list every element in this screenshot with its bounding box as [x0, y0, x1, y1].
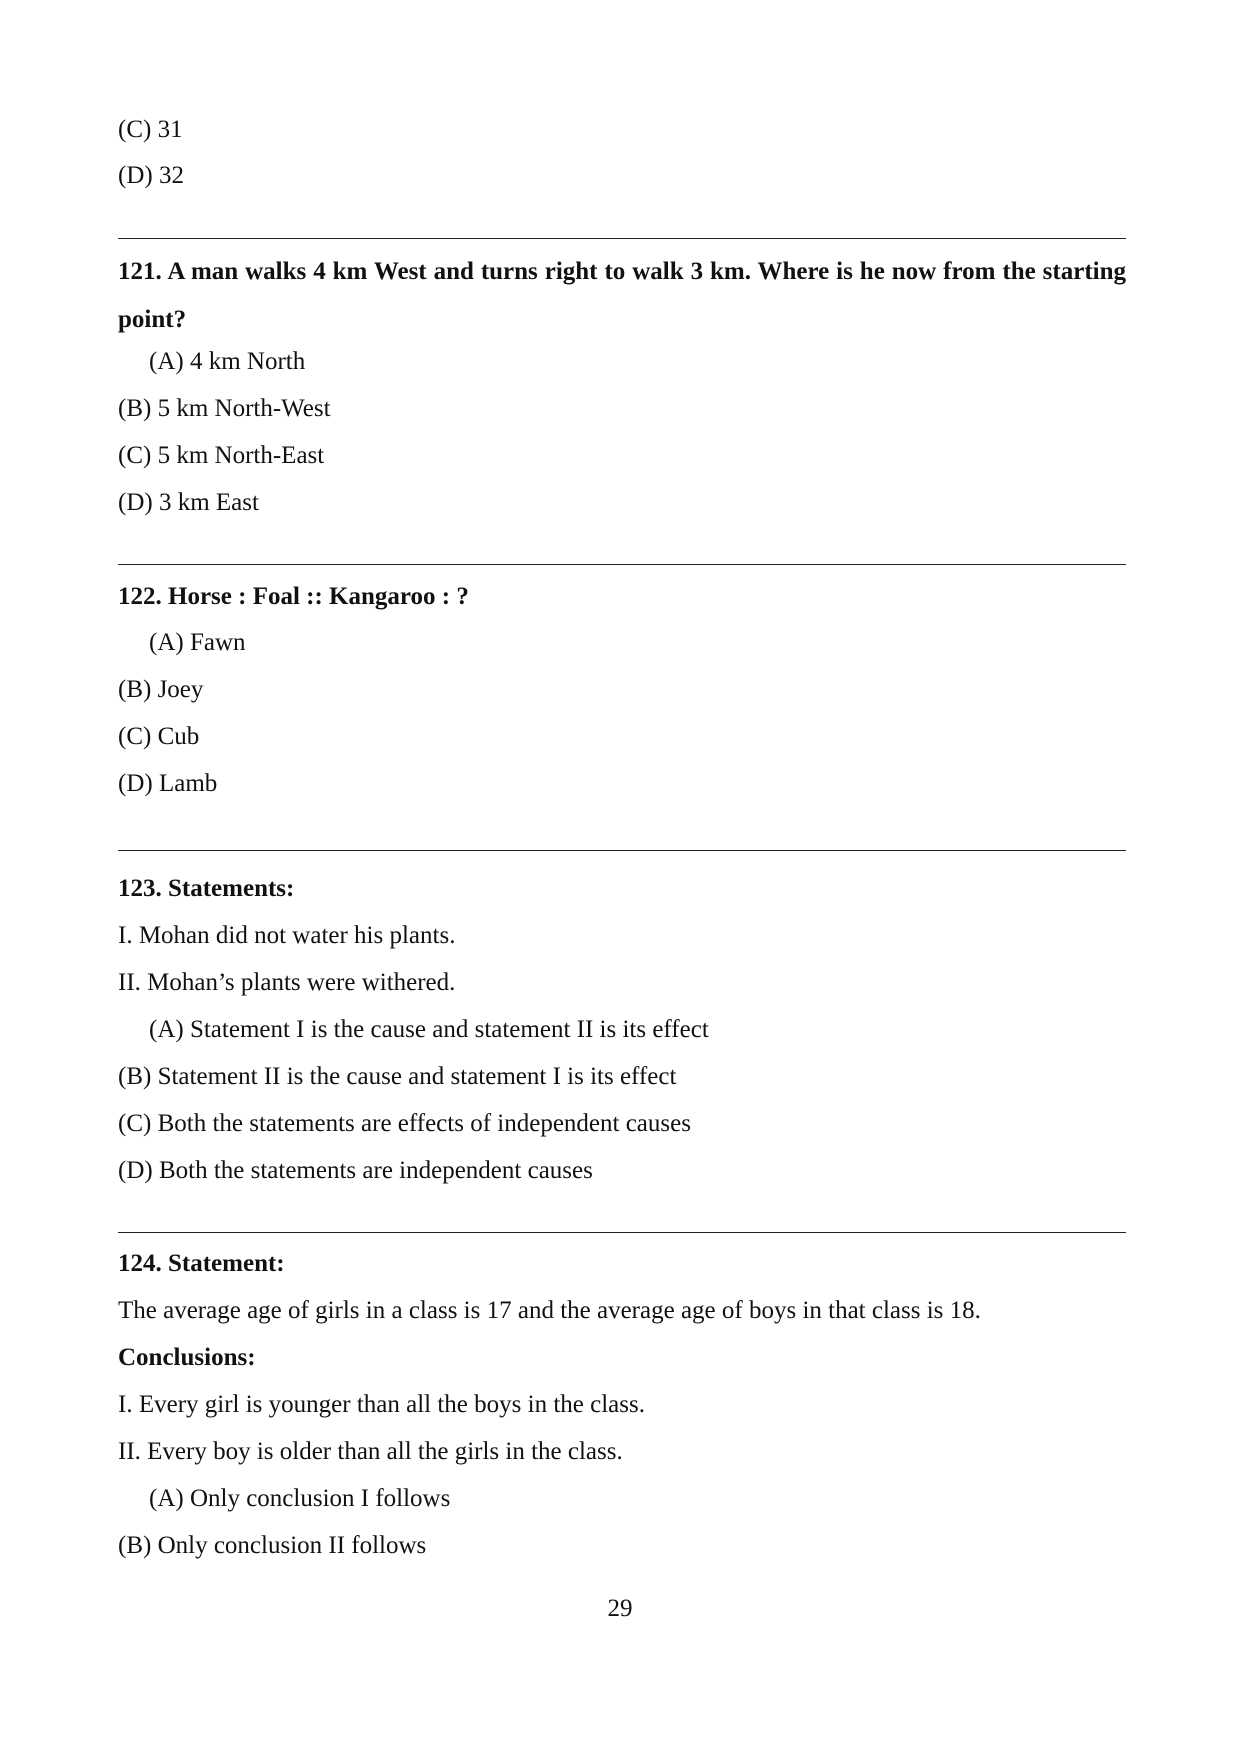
- option-c: (C) Cub: [118, 723, 200, 750]
- option-c: (C) Both the statements are effects of independent causes: [118, 1110, 691, 1137]
- question-123-heading: 123. Statements:: [118, 875, 295, 902]
- option-b: (B) Statement II is the cause and statement I is its effect: [118, 1063, 677, 1090]
- option-b: (B) 5 km North-West: [118, 395, 331, 422]
- question-121-text: 121. A man walks 4 km West and turns right to walk 3 km. Where is he now from the starting point?: [118, 258, 1126, 333]
- option-a: (A) Only conclusion I follows: [149, 1485, 451, 1512]
- option-a: (A) Fawn: [149, 629, 246, 656]
- question-124-heading: 124. Statement:: [118, 1250, 285, 1277]
- divider: [118, 850, 1126, 851]
- divider: [118, 1232, 1126, 1233]
- option-a: (A) 4 km North: [149, 348, 306, 375]
- conclusion-2: II. Every boy is older than all the girls in the class.: [118, 1438, 623, 1465]
- option-b: (B) Joey: [118, 676, 204, 703]
- divider: [118, 564, 1126, 565]
- conclusion-1: I. Every girl is younger than all the boys in the class.: [118, 1391, 645, 1418]
- divider: [118, 238, 1126, 239]
- statement-2: II. Mohan’s plants were withered.: [118, 969, 456, 996]
- option-a: (A) Statement I is the cause and statement II is its effect: [149, 1016, 709, 1043]
- option-b: (B) Only conclusion II follows: [118, 1532, 427, 1559]
- option-d: (D) 3 km East: [118, 489, 259, 516]
- option-d: (D) 32: [118, 162, 184, 189]
- statement-text: The average age of girls in a class is 17 and the average age of boys in that class is 18.: [118, 1297, 981, 1324]
- statement-1: I. Mohan did not water his plants.: [118, 922, 456, 949]
- option-c: (C) 31: [118, 116, 183, 143]
- conclusions-heading: Conclusions:: [118, 1344, 256, 1371]
- option-d: (D) Lamb: [118, 770, 218, 797]
- page-number: 29: [607, 1595, 633, 1622]
- question-122-text: 122. Horse : Foal :: Kangaroo : ?: [118, 583, 469, 610]
- option-d: (D) Both the statements are independent causes: [118, 1157, 593, 1184]
- option-c: (C) 5 km North-East: [118, 442, 325, 469]
